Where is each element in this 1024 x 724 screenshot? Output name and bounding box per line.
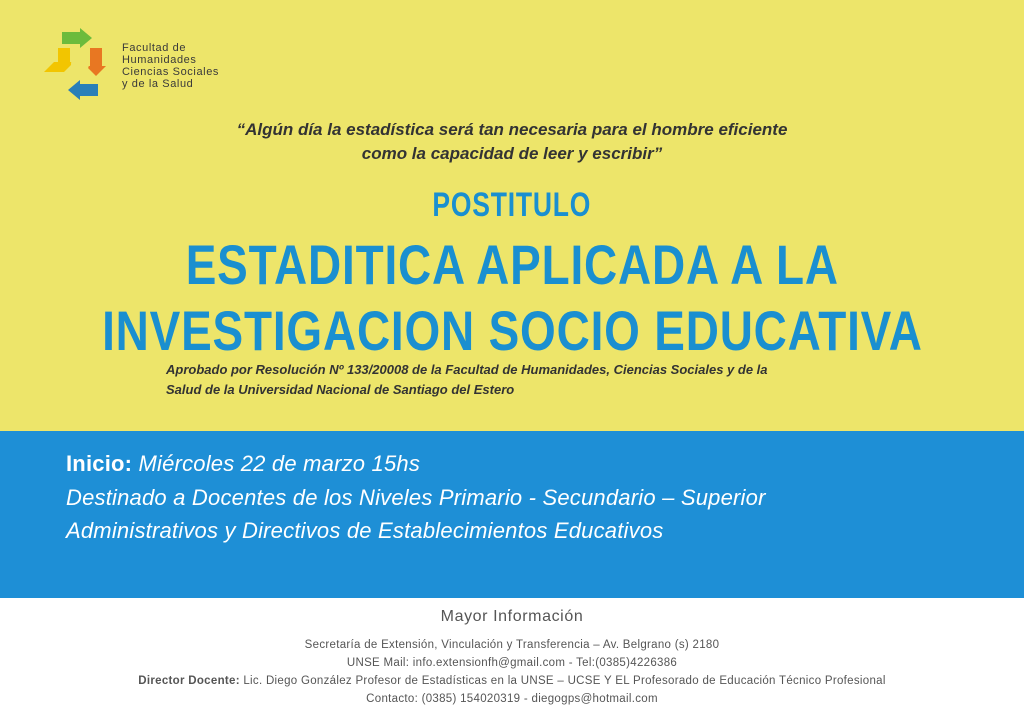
approval-line-2: Salud de la Universidad Nacional de Santiago del Estero	[166, 382, 515, 397]
main-title-line-2	[0, 298, 1024, 363]
main-title-text-2: INVESTIGACION SOCIO EDUCATIVA	[101, 299, 923, 362]
postitulo-text: POSTITULO	[432, 186, 592, 224]
faculty-name	[122, 42, 219, 90]
footer-contact: Contacto: (0385) 154020319 - diegogps@hotmail.com	[366, 693, 658, 705]
director-label: Director Docente:	[138, 675, 240, 687]
start-label: Inicio:	[66, 451, 133, 476]
faculty-name-line: Ciencias Sociales	[122, 66, 220, 78]
quote-line-2: como la capacidad de leer y escribir”	[361, 144, 663, 163]
start-date-line	[66, 451, 420, 477]
start-value: Miércoles 22 de marzo 15hs	[132, 451, 421, 476]
main-title-line-1	[0, 232, 1024, 297]
faculty-name-line: y de la Salud	[122, 78, 194, 90]
main-title-text-1: ESTADITICA APLICADA A LA	[185, 233, 839, 296]
audience-line-1: Destinado a Docentes de los Niveles Primario - Secundario – Superior	[66, 485, 766, 510]
footer-director	[0, 675, 1024, 687]
faculty-name-line: Facultad de	[122, 42, 187, 54]
faculty-logo-icon	[40, 28, 120, 100]
faculty-name-line: Humanidades	[122, 54, 197, 66]
director-value: Lic. Diego González Profesor de Estadísticas en la UNSE – UCSE Y EL Profesorado de Educación Técnico Profesional	[239, 675, 886, 687]
audience-line-2: Administrativos y Directivos de Establecimientos Educativos	[66, 518, 664, 543]
quote-line-1: “Algún día la estadística será tan necesaria para el hombre eficiente	[236, 120, 788, 139]
footer-title: Mayor Información	[440, 608, 584, 625]
approval-line-1: Aprobado por Resolución Nº 133/20008 de la Facultad de Humanidades, Ciencias Sociales y de la	[166, 362, 768, 377]
footer-address: Secretaría de Extensión, Vinculación y Transferencia – Av. Belgrano (s) 2180	[304, 639, 720, 651]
postitulo-heading	[0, 186, 1024, 225]
approval-note	[166, 360, 886, 400]
footer-mail-phone: UNSE Mail: info.extensionfh@gmail.com - Tel:(0385)4226386	[346, 657, 678, 669]
